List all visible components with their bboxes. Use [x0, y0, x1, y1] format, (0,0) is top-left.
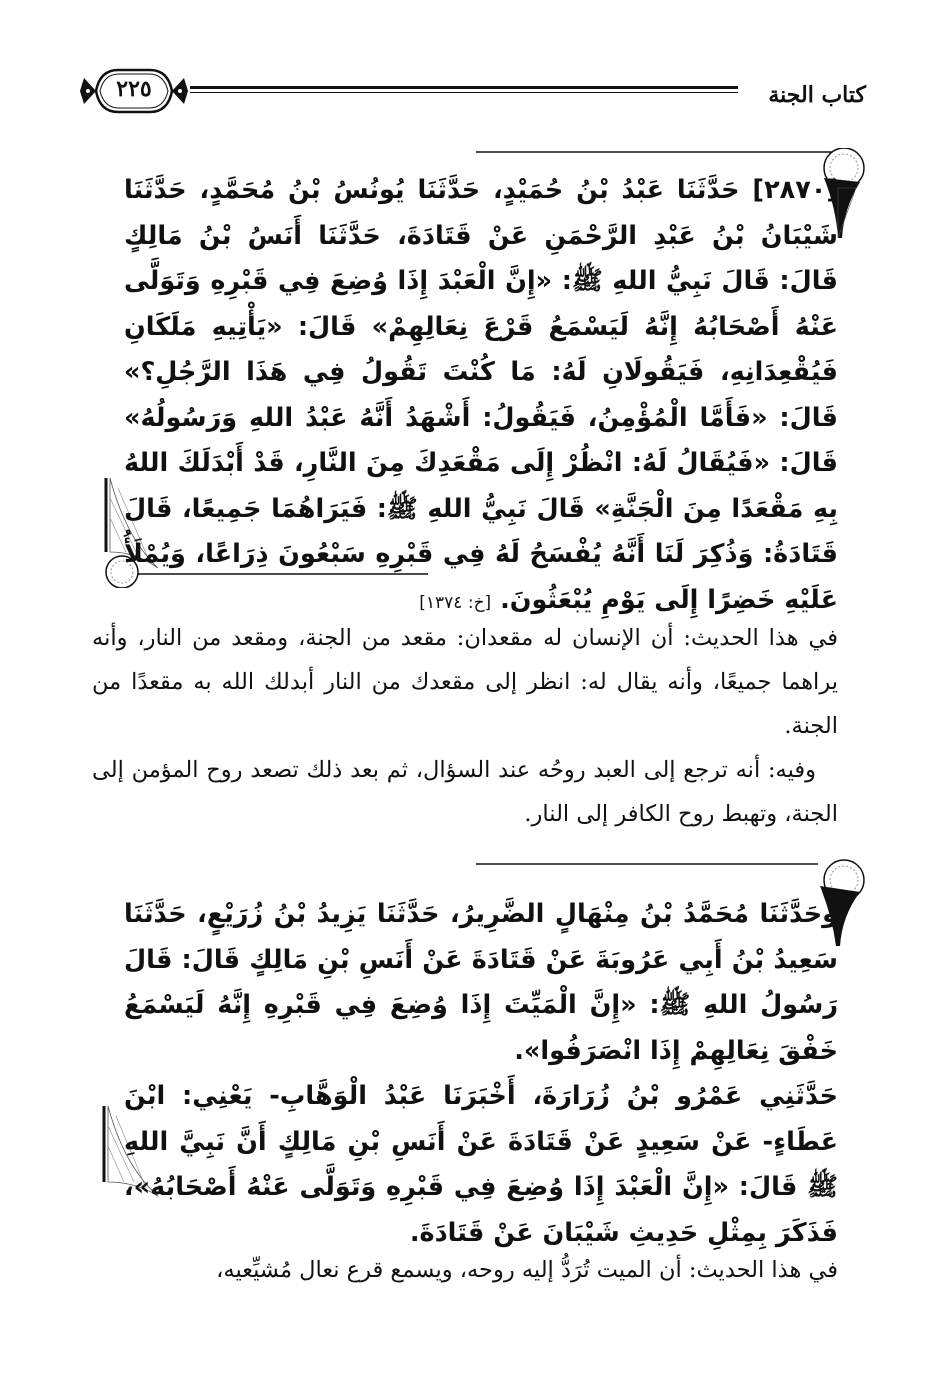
commentary-1-paragraph-2: وفيه: أنه ترجع إلى العبد روحُه عند السؤال، ثم بعد ذلك تصعد روح المؤمن إلى الجنة، وتهبط روح الكافر إلى النار.: [92, 757, 838, 827]
hadith-box-1: [96, 148, 872, 615]
hadith-2-text: [124, 892, 838, 1256]
hadith-2-paragraph-2: حَدَّثَنِي عَمْرُو بْنُ زُرَارَةَ، أَخْبَرَنَا عَبْدُ الْوَهَّابِ- يَعْنِي: ابْنَ عَطَاءٍ- عَنْ سَعِيدٍ عَنْ قَتَادَةَ عَنْ أَنَسِ بْنِ مَالِكٍ أَنَّ نَبِيَّ اللهِ ﷺ قَالَ: «إِنَّ الْعَبْدَ إِذَا وُضِعَ فِي قَبْرِهِ وَتَوَلَّى عَنْهُ أَصْحَابُهُ»، فَذَكَرَ بِمِثْلِ حَدِيثِ شَيْبَانَ عَنْ قَتَادَةَ.: [124, 1081, 838, 1248]
commentary-1-paragraph-1: في هذا الحديث: أن الإنسان له مقعدان: مقعد من الجنة، ومقعد من النار، وأنه يراهما جميعًا، وأنه يقال له: انظر إلى مقعدك من النار أبدلك الله به مقعدًا من الجنة.: [92, 625, 838, 739]
page-number: ٢٢٥: [116, 76, 152, 102]
page-number-frame: [78, 64, 190, 118]
commentary-1: [92, 616, 838, 836]
commentary-2: [92, 1248, 838, 1292]
hadith-1-reference: [خ: ١٣٧٤]: [419, 592, 492, 613]
hadith-1-text: [124, 168, 838, 626]
hadith-box-2: [96, 856, 872, 1248]
header-rule-thin: [190, 92, 738, 93]
commentary-2-paragraph-1: في هذا الحديث: أن الميت تُرَدُّ إليه روحه، ويسمع قرع نعال مُشيِّعيه،: [216, 1257, 838, 1283]
chapter-title: كتاب الجنة: [768, 82, 866, 108]
running-header: [78, 64, 866, 124]
hadith-2-paragraph-1: وحَدَّثَنَا مُحَمَّدُ بْنُ مِنْهَالٍ الضَّرِيرُ، حَدَّثَنَا يَزِيدُ بْنُ زُرَيْعٍ، حَدَّثَنَا سَعِيدُ بْنُ أَبِي عَرُوبَةَ عَنْ قَتَادَةَ عَنْ أَنَسِ بْنِ مَالِكٍ قَالَ: قَالَ رَسُولُ اللهِ ﷺ: «إِنَّ الْمَيِّتَ إِذَا وُضِعَ فِي قَبْرِهِ إِنَّهُ لَيَسْمَعُ خَفْقَ نِعَالِهِمْ إِذَا انْصَرَفُوا».: [124, 899, 838, 1066]
header-rule-thick: [190, 86, 738, 89]
hadith-1-body: [٢٨٧٠] حَدَّثَنَا عَبْدُ بْنُ حُمَيْدٍ، حَدَّثَنَا يُونُسُ بْنُ مُحَمَّدٍ، حَدَّثَنَا شَيْبَانُ بْنُ عَبْدِ الرَّحْمَنِ عَنْ قَتَادَةَ، حَدَّثَنَا أَنَسُ بْنُ مَالِكٍ قَالَ: قَالَ نَبِيُّ اللهِ ﷺ: «إِنَّ الْعَبْدَ إِذَا وُضِعَ فِي قَبْرِهِ وَتَوَلَّى عَنْهُ أَصْحَابُهُ إِنَّهُ لَيَسْمَعُ قَرْعَ نِعَالِهِمْ» قَالَ: «يَأْتِيهِ مَلَكَانِ فَيُقْعِدَانِهِ، فَيَقُولَانِ لَهُ: مَا كُنْتَ تَقُولُ فِي هَذَا الرَّجُلِ؟» قَالَ: «فَأَمَّا الْمُؤْمِنُ، فَيَقُولُ: أَشْهَدُ أَنَّهُ عَبْدُ اللهِ وَرَسُولُهُ» قَالَ: «فَيُقَالُ لَهُ: انْظُرْ إِلَى مَقْعَدِكَ مِنَ النَّارِ، قَدْ أَبْدَلَكَ اللهُ بِهِ مَقْعَدًا مِنَ الْجَنَّةِ» قَالَ نَبِيُّ اللهِ ﷺ: فَيَرَاهُمَا جَمِيعًا، قَالَ قَتَادَةُ: وَذُكِرَ لَنَا أَنَّهُ يُفْسَحُ لَهُ فِي قَبْرِهِ سَبْعُونَ ذِرَاعًا، وَيُمْلَأُ عَلَيْهِ خَضِرًا إِلَى يَوْمِ يُبْعَثُونَ.: [124, 175, 838, 615]
